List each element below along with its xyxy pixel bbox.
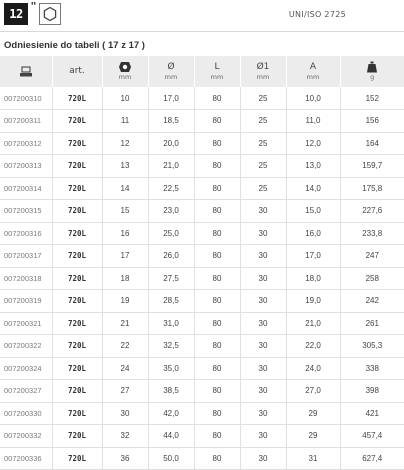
size-cell: 11 [102, 110, 148, 133]
diameter-cell: 25,0 [148, 222, 194, 245]
table-row [0, 132, 404, 155]
diameter-cell: 42,0 [148, 402, 194, 425]
standard-label: UNI/ISO 2725 [289, 10, 346, 19]
length-cell: 80 [194, 110, 240, 133]
length-cell: 80 [194, 447, 240, 470]
column-header-weight [340, 56, 404, 87]
diameter-cell: 20,0 [148, 132, 194, 155]
a-cell: 15,0 [286, 200, 340, 223]
diameter-cell: 26,0 [148, 245, 194, 268]
article-cell: 720L [52, 425, 102, 448]
top-bar [0, 0, 404, 30]
column-header-len-unit: mm [195, 73, 240, 82]
a-cell: 21,0 [286, 312, 340, 335]
diameter-cell: 50,0 [148, 447, 194, 470]
size-cell: 17 [102, 245, 148, 268]
weight-cell: 247 [340, 245, 404, 268]
a-cell: 13,0 [286, 155, 340, 178]
a-cell: 11,0 [286, 110, 340, 133]
diameter1-cell: 25 [240, 87, 286, 110]
table-header-row [0, 56, 404, 87]
diameter1-cell: 30 [240, 357, 286, 380]
size-cell: 24 [102, 357, 148, 380]
weight-cell: 227,6 [340, 200, 404, 223]
column-header-art-label: art. [53, 66, 102, 77]
article-cell: 720L [52, 312, 102, 335]
size-cell: 36 [102, 447, 148, 470]
article-cell: 720L [52, 222, 102, 245]
diameter1-cell: 25 [240, 177, 286, 200]
size-cell: 27 [102, 380, 148, 403]
weight-cell: 156 [340, 110, 404, 133]
table-row [0, 402, 404, 425]
diameter-cell: 28,5 [148, 290, 194, 313]
weight-cell: 233,8 [340, 222, 404, 245]
table-row [0, 177, 404, 200]
size-cell: 18 [102, 267, 148, 290]
column-header-code [0, 56, 52, 87]
weight-cell: 627,4 [340, 447, 404, 470]
length-cell: 80 [194, 290, 240, 313]
product-code-cell: 007200319 [0, 290, 52, 313]
weight-cell: 242 [340, 290, 404, 313]
weight-cell: 421 [340, 402, 404, 425]
table-body [0, 87, 404, 470]
diameter-cell: 44,0 [148, 425, 194, 448]
diameter1-cell: 30 [240, 267, 286, 290]
table-row [0, 425, 404, 448]
length-cell: 80 [194, 312, 240, 335]
diameter-cell: 23,0 [148, 200, 194, 223]
size-badge-text: 12 [9, 7, 22, 21]
table-row [0, 357, 404, 380]
weight-icon [366, 61, 378, 73]
header-divider [0, 31, 404, 32]
article-cell: 720L [52, 87, 102, 110]
column-header-dia-unit: mm [149, 73, 194, 82]
table-row [0, 200, 404, 223]
product-code-cell: 007200327 [0, 380, 52, 403]
diameter-cell: 21,0 [148, 155, 194, 178]
length-cell: 80 [194, 380, 240, 403]
article-cell: 720L [52, 110, 102, 133]
product-code-cell: 007200311 [0, 110, 52, 133]
length-cell: 80 [194, 357, 240, 380]
size-cell: 16 [102, 222, 148, 245]
size-cell: 22 [102, 335, 148, 358]
column-header-len-label: L [195, 62, 240, 73]
size-cell: 15 [102, 200, 148, 223]
length-cell: 80 [194, 425, 240, 448]
a-cell: 29 [286, 425, 340, 448]
weight-cell: 152 [340, 87, 404, 110]
diameter-cell: 31,0 [148, 312, 194, 335]
product-code-cell: 007200314 [0, 177, 52, 200]
product-code-cell: 007200324 [0, 357, 52, 380]
diameter1-cell: 25 [240, 110, 286, 133]
product-code-cell: 007200317 [0, 245, 52, 268]
a-cell: 27,0 [286, 380, 340, 403]
diameter-cell: 35,0 [148, 357, 194, 380]
product-code-cell: 007200313 [0, 155, 52, 178]
a-cell: 24,0 [286, 357, 340, 380]
diameter1-cell: 30 [240, 425, 286, 448]
size-cell: 13 [102, 155, 148, 178]
table-row [0, 290, 404, 313]
diameter1-cell: 30 [240, 200, 286, 223]
column-header-len [194, 56, 240, 87]
column-header-weight-unit: g [341, 73, 404, 82]
column-header-size [102, 56, 148, 87]
length-cell: 80 [194, 177, 240, 200]
column-header-dia1-unit: mm [241, 73, 286, 82]
product-code-cell: 007200336 [0, 447, 52, 470]
size-cell: 30 [102, 402, 148, 425]
product-code-cell: 007200318 [0, 267, 52, 290]
diameter-cell: 22,5 [148, 177, 194, 200]
diameter1-cell: 30 [240, 312, 286, 335]
weight-cell: 175,8 [340, 177, 404, 200]
size-cell: 21 [102, 312, 148, 335]
a-cell: 10,0 [286, 87, 340, 110]
article-cell: 720L [52, 335, 102, 358]
article-cell: 720L [52, 155, 102, 178]
a-cell: 19,0 [286, 290, 340, 313]
table-row [0, 222, 404, 245]
diameter-cell: 32,5 [148, 335, 194, 358]
article-cell: 720L [52, 380, 102, 403]
article-cell: 720L [52, 245, 102, 268]
article-cell: 720L [52, 200, 102, 223]
table-row [0, 110, 404, 133]
article-cell: 720L [52, 402, 102, 425]
product-code-cell: 007200316 [0, 222, 52, 245]
article-cell: 720L [52, 447, 102, 470]
column-header-a-unit: mm [287, 73, 340, 82]
diameter1-cell: 25 [240, 132, 286, 155]
diameter1-cell: 30 [240, 402, 286, 425]
diameter1-cell: 25 [240, 155, 286, 178]
a-cell: 29 [286, 402, 340, 425]
weight-cell: 258 [340, 267, 404, 290]
product-code-cell: 007200310 [0, 87, 52, 110]
table-row [0, 447, 404, 470]
article-cell: 720L [52, 177, 102, 200]
weight-cell: 338 [340, 357, 404, 380]
article-cell: 720L [52, 267, 102, 290]
weight-cell: 164 [340, 132, 404, 155]
diameter1-cell: 30 [240, 380, 286, 403]
table-row [0, 155, 404, 178]
product-code-cell: 007200322 [0, 335, 52, 358]
reference-title: Odniesienie do tabeli ( 17 z 17 ) [4, 40, 145, 51]
12-point-badge-icon [4, 3, 28, 25]
length-cell: 80 [194, 245, 240, 268]
a-cell: 14,0 [286, 177, 340, 200]
a-cell: 16,0 [286, 222, 340, 245]
length-cell: 80 [194, 155, 240, 178]
size-cell: 32 [102, 425, 148, 448]
product-table [0, 56, 404, 470]
weight-cell: 159,7 [340, 155, 404, 178]
hex-nut-icon [118, 61, 132, 73]
diameter1-cell: 30 [240, 222, 286, 245]
column-header-size-unit: mm [103, 73, 148, 82]
length-cell: 80 [194, 267, 240, 290]
article-cell: 720L [52, 357, 102, 380]
diameter-cell: 38,5 [148, 380, 194, 403]
length-cell: 80 [194, 402, 240, 425]
size-cell: 14 [102, 177, 148, 200]
article-cell: 720L [52, 290, 102, 313]
article-cell: 720L [52, 132, 102, 155]
length-cell: 80 [194, 200, 240, 223]
hex-nut-outline-icon [39, 3, 61, 25]
product-code-cell: 007200321 [0, 312, 52, 335]
column-header-a [286, 56, 340, 87]
diameter-cell: 17,0 [148, 87, 194, 110]
size-cell: 10 [102, 87, 148, 110]
length-cell: 80 [194, 87, 240, 110]
size-cell: 19 [102, 290, 148, 313]
table-row [0, 335, 404, 358]
product-code-cell: 007200312 [0, 132, 52, 155]
product-code-cell: 007200315 [0, 200, 52, 223]
size-badge-mark: " [30, 1, 36, 12]
table-row [0, 312, 404, 335]
diameter1-cell: 30 [240, 245, 286, 268]
column-header-art [52, 56, 102, 87]
weight-cell: 398 [340, 380, 404, 403]
diameter-cell: 18,5 [148, 110, 194, 133]
size-cell: 12 [102, 132, 148, 155]
a-cell: 17,0 [286, 245, 340, 268]
column-header-a-label: A [287, 62, 340, 73]
table-row [0, 267, 404, 290]
a-cell: 22,0 [286, 335, 340, 358]
column-header-dia1-label: Ø1 [241, 62, 286, 73]
product-code-cell: 007200332 [0, 425, 52, 448]
length-cell: 80 [194, 222, 240, 245]
length-cell: 80 [194, 335, 240, 358]
column-header-dia-label: Ø [149, 62, 194, 73]
table-row [0, 380, 404, 403]
weight-cell: 261 [340, 312, 404, 335]
length-cell: 80 [194, 132, 240, 155]
a-cell: 12,0 [286, 132, 340, 155]
table-row [0, 87, 404, 110]
diameter-cell: 27,5 [148, 267, 194, 290]
table-row [0, 245, 404, 268]
scale-product-icon [19, 66, 33, 78]
weight-cell: 457,4 [340, 425, 404, 448]
weight-cell: 305,3 [340, 335, 404, 358]
column-header-dia1 [240, 56, 286, 87]
diameter1-cell: 30 [240, 290, 286, 313]
diameter1-cell: 30 [240, 335, 286, 358]
a-cell: 31 [286, 447, 340, 470]
diameter1-cell: 30 [240, 447, 286, 470]
product-code-cell: 007200330 [0, 402, 52, 425]
a-cell: 18,0 [286, 267, 340, 290]
column-header-dia [148, 56, 194, 87]
